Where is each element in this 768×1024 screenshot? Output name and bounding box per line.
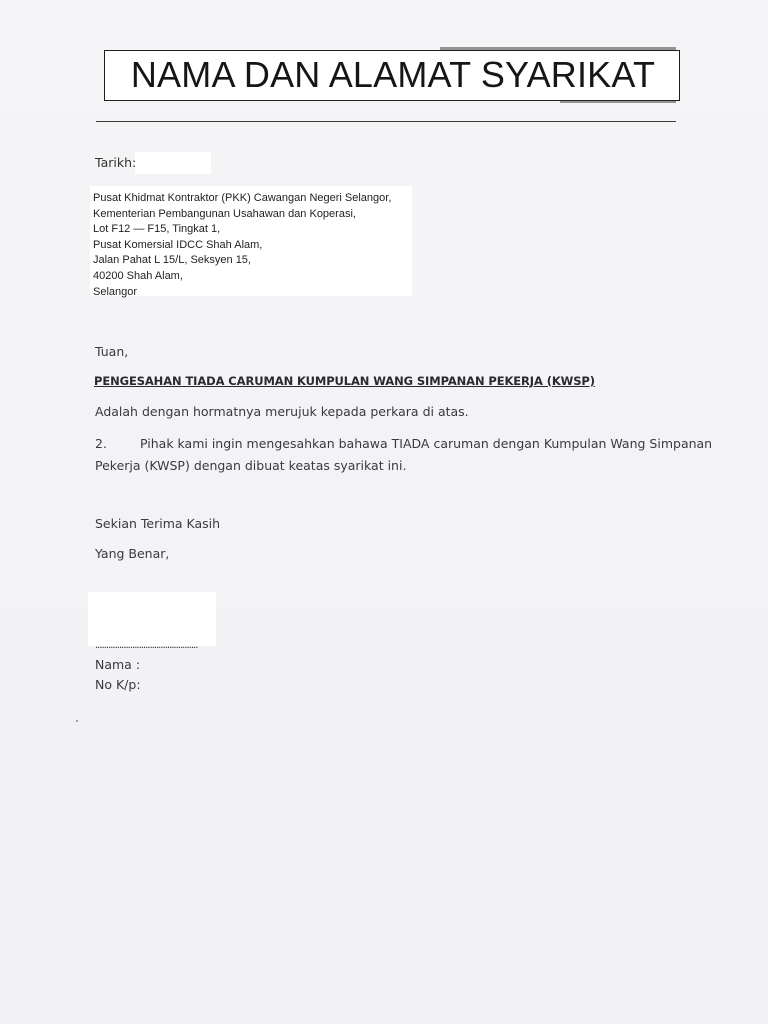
intro-paragraph: Adalah dengan hormatnya merujuk kepada perkara di atas. [95,404,469,419]
ic-number-label: No K/p: [95,677,141,692]
subject-line: PENGESAHAN TIADA CARUMAN KUMPULAN WANG SIMPANAN PEKERJA (KWSP) [94,374,595,388]
address-line: Selangor [93,285,138,298]
address-line: 40200 Shah Alam, [93,269,183,282]
address-line: Jalan Pahat L 15/L, Seksyen 15, [93,254,251,267]
address-line: Pusat Komersial IDCC Shah Alam, [93,238,263,251]
paragraph-text-line-1: Pihak kami ingin mengesahkan bahawa TIADA caruman dengan Kumpulan Wang Simpanan [140,436,713,451]
paragraph-text-line-2: Pekerja (KWSP) dengan dibuat keatas syarikat ini. [95,458,407,473]
address-line: Pusat Khidmat Kontraktor (PKK) Cawangan Negeri Selangor, [93,192,392,204]
address-line: Kementerian Pembangunan Usahawan dan Koperasi, [93,207,356,220]
recipient-address [93,191,413,300]
letterhead-divider [96,121,676,122]
signature-line: ............................................... [95,640,198,651]
name-label: Nama : [95,657,141,672]
scan-speck [76,720,78,722]
closing-text: Sekian Terima Kasih [95,516,221,531]
company-name-address-heading: NAMA DAN ALAMAT SYARIKAT [130,54,656,95]
sign-off: Yang Benar, [95,546,170,561]
date-label: Tarikh: [95,155,137,170]
redacted-date [135,152,211,174]
address-line: Lot F12 — F15, Tingkat 1, [93,223,221,236]
paragraph-number: 2. [95,436,107,451]
redacted-signature [88,592,216,646]
salutation: Tuan, [95,344,129,359]
